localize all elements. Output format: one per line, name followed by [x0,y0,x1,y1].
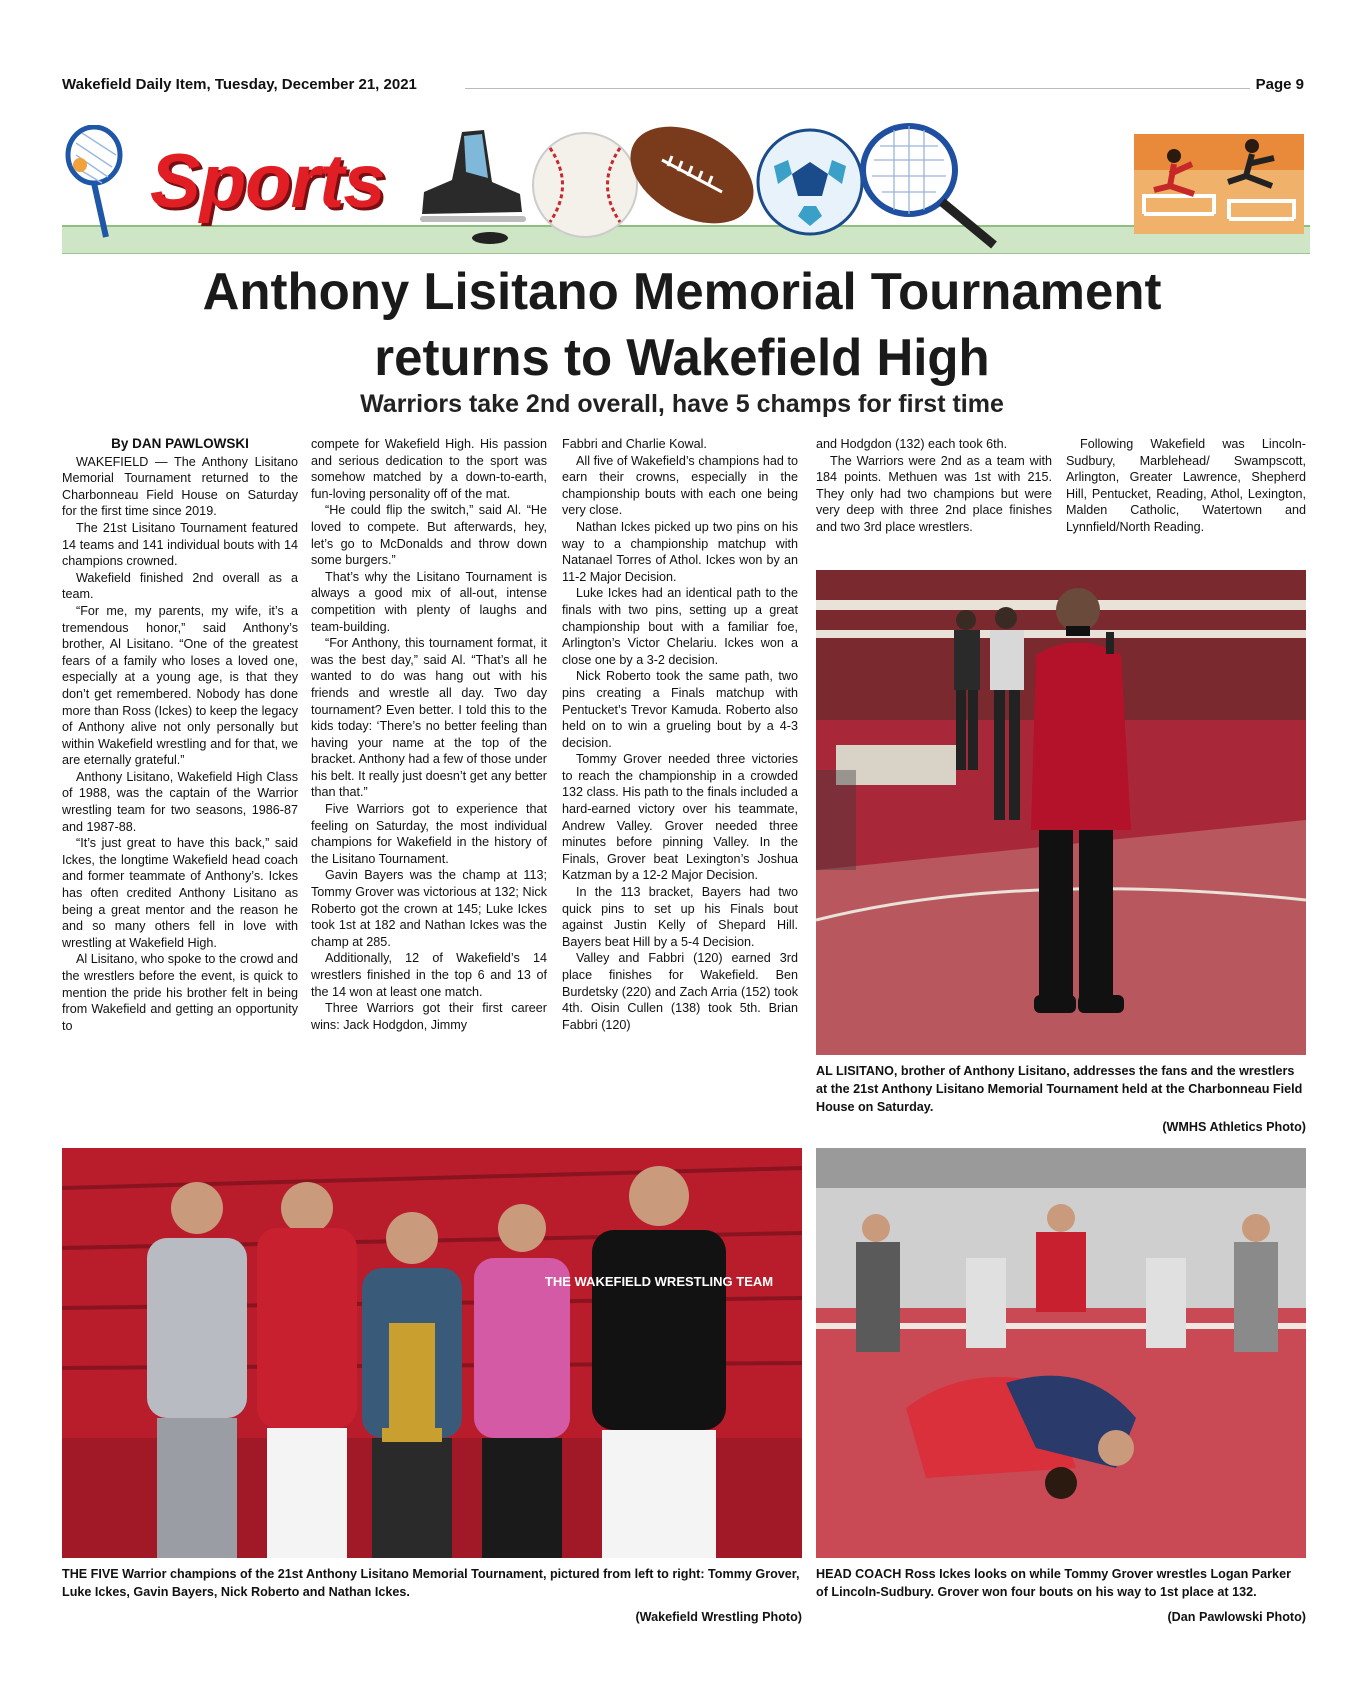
hurdles-illustration-icon [1134,124,1304,234]
article-column-2 [311,436,547,1033]
paragraph: WAKEFIELD — The Anthony Lisitano Memorial Tournament returned to the Charbonneau Field House on Saturday for the first time since 2019. [62,454,298,519]
paragraph: Five Warriors got to experience that feeling on Saturday, the most individual champions for Wakefield in the history of the Lisitano Tournament. [311,802,547,866]
lisitano-credit: (WMHS Athletics Photo) [1162,1120,1306,1134]
shirt-text: THE WAKEFIELD WRESTLING TEAM [544,1274,774,1289]
champions-credit: (Wakefield Wrestling Photo) [635,1610,802,1624]
article-column-3 [562,436,798,1033]
match-caption: HEAD COACH Ross Ickes looks on while Tommy Grover wrestles Logan Parker of Lincoln-Sudbury. Grover won four bouts on his way to 1st place at 132. [816,1567,1291,1599]
subheadline: Warriors take 2nd overall, have 5 champs for first time [360,390,1004,418]
paragraph: Following Wakefield was Lincoln-Sudbury, Marblehead/ Swampscott, Arlington, Greater Lawrence, Shepherd Hill, Pentucket, Reading, Athol, Lexington, Malden Catholic, Watertown and Lynnfield/North Reading. [1066,437,1306,534]
paragraph: “It’s just great to have this back,” said Ickes, the longtime Wakefield head coach and former teammate of Anthony’s. Ickes has often credited Anthony Lisitano as being a great mentor and the reason he and so many others fell in love with wrestling at Wakefield High. [62,836,298,950]
paragraph: The 21st Lisitano Tournament featured 14 teams and 141 individual bouts with 14 champions crowned. [62,520,298,569]
paragraph: “He could flip the switch,” said Al. “He loved to compete. But afterwards, hey, let’s go to McDonalds and throw down some burgers.” [311,503,547,568]
section-title: Sports [150,139,385,224]
paragraph: Nathan Ickes picked up two pins on his way to a championship matchup with Natanael Torres of Athol. Ickes won by an 11-2 Major Decision. [562,519,798,584]
champions-photo-image [62,1148,802,1558]
photo-al-lisitano [816,570,1306,1055]
hockey-skate-icon [402,122,532,247]
paragraph: Nick Roberto took the same path, two pins creating a Finals matchup with Pentucket’s Trevor Kamuda. Roberto also held on to win a grueling bout by a 4-3 decision. [562,669,798,750]
paragraph: Gavin Bayers was the champ at 113; Tommy Grover was victorious at 132; Nick Roberto got the crown at 145; Luke Ickes took 1st at 182 and Nathan Ickes was the champ at 285. [311,868,547,949]
paragraph: Wakefield finished 2nd overall as a team. [62,570,298,602]
byline: By DAN PAWLOWSKI [111,436,249,451]
paragraph: Luke Ickes had an identical path to the finals with two pins, setting up a great championship bout with a familiar foe, Arlington’s Victor Chelariu. Ickes won a close one by a 3-2 decision. [562,586,798,667]
tennis-racket-icon [854,120,1004,250]
paragraph: Tommy Grover needed three victories to reach the championship in a crowded 132 class. His path to the finals included a hard-earned victory over his teammate, Andrew Valley. Grover needed three minutes before pinning Valley. In the Finals, Grover beat Lexington’s Joshua Katzman by a 12-2 Major Decision. [562,752,798,883]
champions-caption: THE FIVE Warrior champions of the 21st Anthony Lisitano Memorial Tournament, pictured from left to right: Tommy Grover, Luke Ickes, Gavin Bayers, Nick Roberto and Nathan Ickes. [62,1567,800,1599]
paragraph: Fabbri and Charlie Kowal. [562,437,707,451]
article-column-4 [816,436,1052,536]
lacrosse-stick-icon [62,125,132,240]
paragraph: Valley and Fabbri (120) earned 3rd place finishes for Wakefield. Ben Burdetsky (220) and Zach Arria (152) took 4th. Oisin Cullen (138) took 5th. Brian Fabbri (120) [562,951,798,1032]
paragraph: All five of Wakefield’s champions had to earn their crowns, especially in the championship bouts with each one being very close. [562,453,798,518]
paragraph: “For Anthony, this tournament format, it was the best day,” said Al. “That’s all he wanted to do was hang out with his friends and wrestle all day. Two day tournament? Even better. I told this to the kids today: ‘There’s no better feeling than having your name at the top of the bracket. Anthony had a few of those under his belt. It really just doesn’t get any better than that.” [311,636,547,800]
al-lisitano-photo-image [816,570,1306,1055]
page-number: Page 9 [1255,76,1304,93]
football-icon [622,120,762,230]
paragraph: Al Lisitano, who spoke to the crowd and the wrestlers before the event, is quick to mention the pride his brother felt in being from Wakefield and getting an opportunity to [62,952,298,1033]
article-column-1 [62,436,298,1034]
photo-match [816,1148,1306,1558]
paragraph: compete for Wakefield High. His passion and serious dedication to the sport was somehow matched by a down-to-earth, fun-loving personality off of the mat. [311,437,547,501]
sports-banner [62,120,1310,255]
photo-five-champions [62,1148,802,1558]
paragraph: and Hodgdon (132) each took 6th. [816,437,1008,451]
paragraph: In the 113 bracket, Bayers had two quick pins to set up his Finals bout against Justin Kelly of Shepard Hill. Bayers beat Hill by a 5-4 Decision. [562,885,798,949]
headline-line-1: Anthony Lisitano Memorial Tournament [202,263,1162,321]
paragraph: Anthony Lisitano, Wakefield High Class of 1988, was the captain of the Warrior wrestling team for two seasons, 1986-87 and 1987-88. [62,769,298,834]
header-rule [465,88,1250,89]
headline-line-2: returns to Wakefield High [374,329,990,387]
paragraph: The Warriors were 2nd as a team with 184 points. Methuen was 1st with 215. They only had two champions but were very deep with three 2nd place finishes and two 3rd place wrestlers. [816,453,1052,534]
paragraph: That’s why the Lisitano Tournament is always a good mix of all-out, intense competition with plenty of laughs and team-building. [311,569,547,634]
article-column-5 [1066,436,1306,536]
match-credit: (Dan Pawlowski Photo) [1167,1610,1306,1624]
lisitano-caption: AL LISITANO, brother of Anthony Lisitano, addresses the fans and the wrestlers at the 21st Anthony Lisitano Memorial Tournament held at the Charbonneau Field House on Saturday. [816,1064,1303,1114]
paragraph: “For me, my parents, my wife, it’s a tremendous honor,” said Anthony’s brother, Al Lisitano. “One of the greatest fears of a family who loses a loved one, especially at a young age, is that they don’t get remembered. Nobody has done more than Ross (Ickes) to keep the legacy of Anthony alive not only personally but within Wakefield wrestling and for that, we are eternally grateful.” [62,603,298,768]
match-photo-image [816,1148,1306,1558]
paper-dateline: Wakefield Daily Item, Tuesday, December 21, 2021 [62,76,417,93]
paragraph: Additionally, 12 of Wakefield’s 14 wrestlers finished in the top 6 and 13 of the 14 won at least one match. [311,951,547,999]
paragraph: Three Warriors got their first career wins: Jack Hodgdon, Jimmy [311,1001,547,1032]
soccer-ball-icon [754,126,866,238]
